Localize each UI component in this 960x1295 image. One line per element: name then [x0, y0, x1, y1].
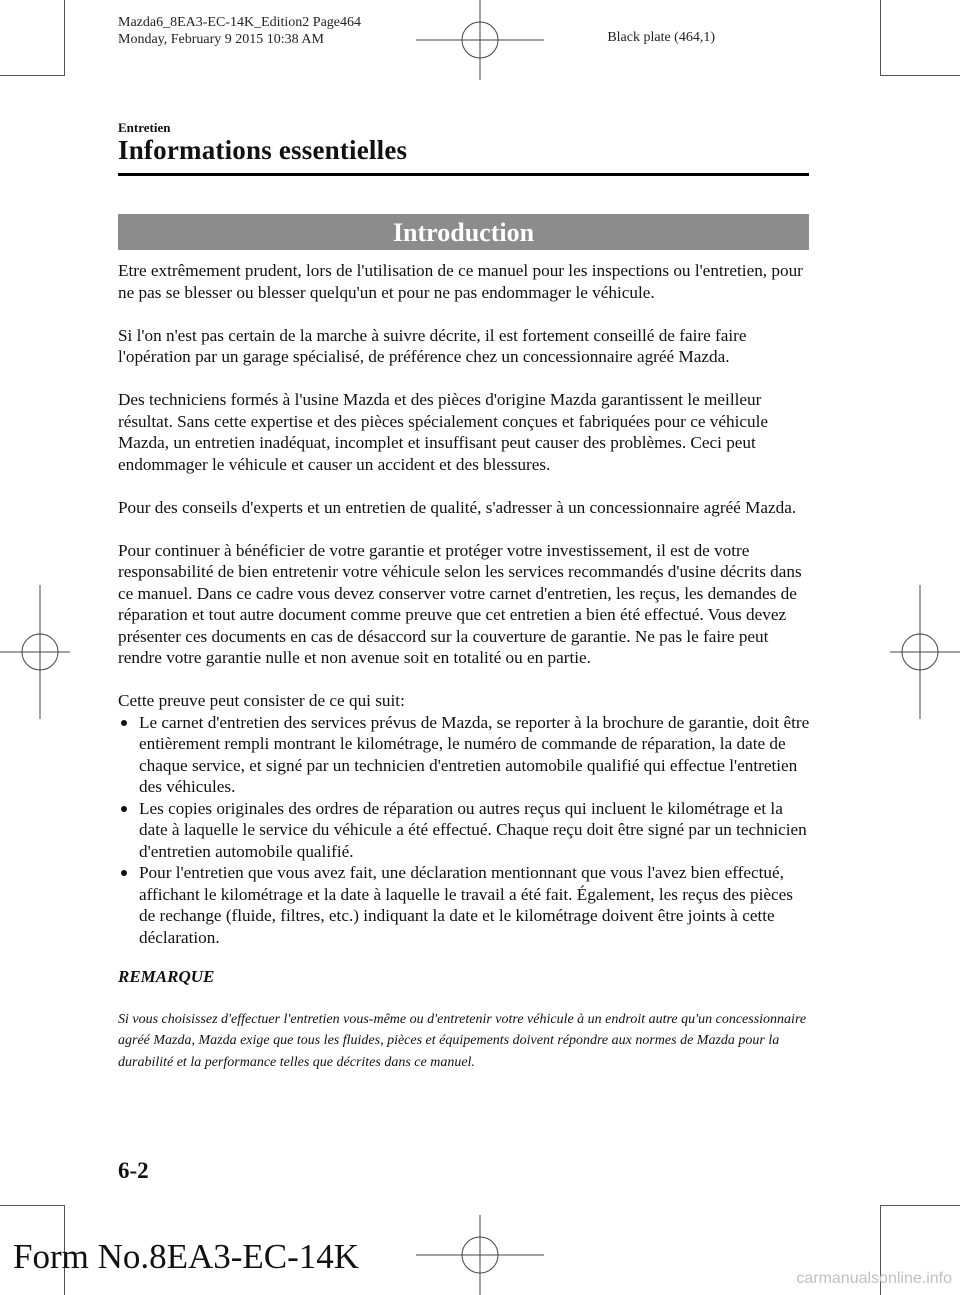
paragraph: Cette preuve peut consister de ce qui suit:	[118, 691, 405, 710]
site-watermark: carmanualsonline.info	[796, 1270, 952, 1287]
paragraph: Etre extrêmement prudent, lors de l'utilisation de ce manuel pour les inspections ou l'entretien, pour ne pas se blesser ou blesser quelqu'un et pour ne pas endommager le véhicule.	[118, 261, 803, 302]
introduction-banner: Introduction	[118, 214, 809, 250]
crop-mark	[64, 0, 65, 75]
paragraph: Pour des conseils d'experts et un entretien de qualité, s'adresser à un concessionnaire agréé Mazda.	[118, 497, 797, 517]
crop-mark	[880, 0, 881, 75]
paragraph: Des techniciens formés à l'usine Mazda et des pièces d'origine Mazda garantissent le meilleur résultat. Sans cette expertise et des pièces spécialement conçues et fabriquées pour ce véhicule Mazda, un entretien inadéquat, incomplet et insuffisant peut causer des problèmes. Ceci peut endommager le véhicule et causer un accident et des blessures.	[118, 390, 768, 474]
bullet-icon	[121, 720, 127, 726]
crop-mark	[880, 75, 960, 76]
paragraph: Si l'on n'est pas certain de la marche à suivre décrite, il est fortement conseillé de faire faire l'opération par un garage spécialisé, de préférence chez un concessionnaire agréé Mazda.	[118, 325, 747, 366]
list-item-text: Pour l'entretien que vous avez fait, une déclaration mentionnant que vous l'avez bien effectué, affichant le kilométrage et la date à laquelle le travail a été fait. Également, les reçus des pièces de rechange (fluide, filtres, etc.) indiquant la date et le kilométrage doivent être joints à cette déclaration.	[139, 863, 793, 947]
registration-mark-left	[0, 585, 70, 719]
file-line: Mazda6_8EA3-EC-14K_Edition2 Page464	[118, 15, 362, 30]
date-line: Monday, February 9 2015 10:38 AM	[118, 32, 324, 47]
registration-mark-right	[890, 585, 960, 719]
remark-title: REMARQUE	[118, 967, 215, 986]
bullet-icon	[121, 870, 127, 876]
remark-text: Si vous choisissez d'effectuer l'entretien vous-même ou d'entretenir votre véhicule à un endroit autre qu'un concessionnaire agréé Mazda, Mazda exige que tous les fluides, pièces et équipements doivent répondre aux normes de Mazda pour la durabilité et la performance telles que décrites dans ce manuel.	[118, 1011, 807, 1070]
registration-mark-top	[416, 0, 544, 80]
plate-label: Black plate (464,1)	[607, 30, 715, 45]
list-item-text: Le carnet d'entretien des services prévus de Mazda, se reporter à la brochure de garantie, doit être entièrement rempli montrant le kilométrage, le numéro de commande de réparation, la date de chaque service, et signé par un technicien d'entretien automobile qualifié qui effectue l'entretien des véhicules.	[139, 712, 810, 796]
crop-mark	[880, 1205, 960, 1206]
form-number: Form No.8EA3-EC-14K	[13, 1237, 360, 1276]
list-item	[118, 862, 813, 948]
print-metadata	[118, 14, 361, 48]
page-number: 6-2	[118, 1158, 149, 1183]
list-item	[118, 798, 813, 863]
title-rule	[118, 173, 809, 176]
crop-mark	[0, 75, 65, 76]
page-title: Informations essentielles	[118, 135, 408, 165]
paragraph: Pour continuer à bénéficier de votre garantie et protéger votre investissement, il est de votre responsabilité de bien entretenir votre véhicule selon les services recommandés d'usine décrits dans ce manuel. Dans ce cadre vous devez conserver votre carnet d'entretien, les reçus, les demandes de réparation et tout autre document comme preuve que cet entretien a bien été effectué. Vous devez présenter ces documents en cas de désaccord sur la couverture de garantie. Ne pas le faire peut rendre votre garantie nulle et non avenue soit en totalité ou en partie.	[118, 540, 802, 667]
list-item	[118, 712, 813, 798]
proof-list	[118, 712, 813, 949]
registration-mark-bottom	[416, 1215, 544, 1295]
crop-mark	[0, 1205, 65, 1206]
section-label: Entretien	[118, 120, 171, 135]
bullet-icon	[121, 806, 127, 812]
body-content	[118, 260, 813, 1095]
list-item-text: Les copies originales des ordres de réparation ou autres reçus qui incluent le kilométrage et la date à laquelle le service du véhicule a été effectué. Chaque reçu doit être signé par un technicien d'entretien automobile qualifié.	[139, 798, 807, 861]
